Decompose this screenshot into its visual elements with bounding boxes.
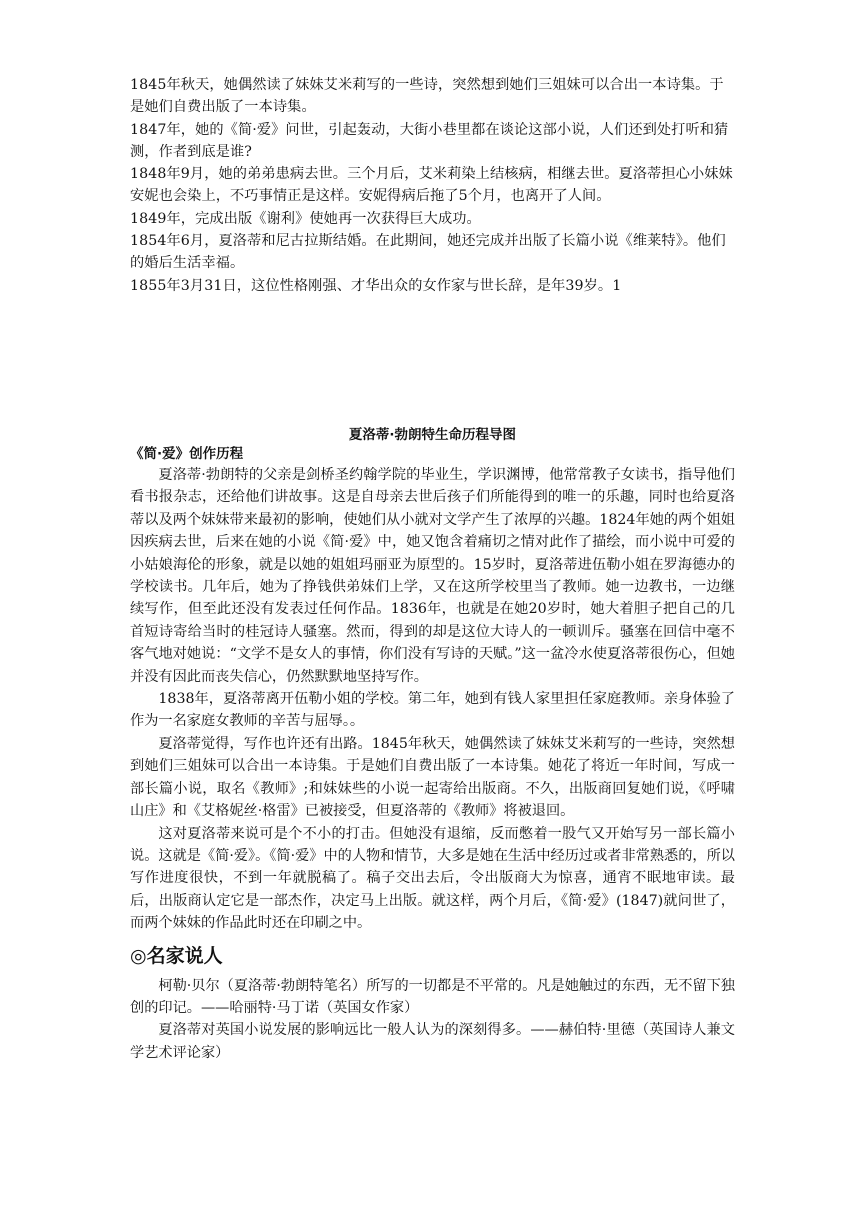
creation-paragraph: 夏洛蒂觉得，写作也许还有出路。1845年秋天，她偶然读了妹妹艾米莉写的一些诗，突然想到她们三姐妹可以合出一本诗集。于是她们自费出版了一本诗集。她花了将近一年时间，写成一部长篇小说，取名《教师》;和妹妹些的小说一起寄给出版商。不久，出版商回复她们说，《呼啸山庄》和《艾格妮丝·格雷》已被接受，但夏洛蒂的《教师》将被退回。 [130, 735, 735, 820]
timeline-block [130, 74, 735, 297]
creation-heading: 《简·爱》创作历程 [130, 446, 244, 462]
famous-quotes [130, 975, 735, 1065]
timeline-list [130, 74, 735, 297]
famous-heading: ◎名家说人 [130, 944, 223, 967]
quote-paragraph: 夏洛蒂对英国小说发展的影响远比一般人认为的深刻得多。——赫伯特·里德（英国诗人兼文学艺术评论家） [130, 1022, 735, 1061]
creation-paragraph: 夏洛蒂·勃朗特的父亲是剑桥圣约翰学院的毕业生，学识渊博，他常常教子女读书，指导他们看书报杂志，还给他们讲故事。这是自母亲去世后孩子们所能得到的唯一的乐趣，同时也给夏洛蒂以及两个妹妹带来最初的影响，使她们从小就对文学产生了浓厚的兴趣。1824年她的两个姐姐因疾病去世，后来在她的小说《简·爱》中，她又饱含着痛切之情对此作了描绘，而小说中可爱的小姑娘海伦的形象，就是以她的姐姐玛丽亚为原型的。15岁时，夏洛蒂进伍勒小姐在罗海德办的学校读书。几年后，她为了挣钱供弟妹们上学，又在这所学校里当了教师。她一边教书，一边继续写作，但至此还没有发表过任何作品。1836年，也就是在她20岁时，她大着胆子把自己的几首短诗寄给当时的桂冠诗人骚塞。然而，得到的却是这位大诗人的一顿训斥。骚塞在回信中毫不客气地对她说：“文学不是女人的事情，你们没有写诗的天赋。”这一盆冷水使夏洛蒂很伤心，但她并没有因此而丧失信心，仍然默默地坚持写作。 [130, 467, 735, 685]
quote-paragraph: 柯勒·贝尔（夏洛蒂·勃朗特笔名）所写的一切都是不平常的。凡是她触过的东西，无不留下独创的印记。——哈丽特·马丁诺（英国女作家） [130, 977, 735, 1016]
timeline-entry-1849: 1849年，完成出版《谢利》使她再一次获得巨大成功。 [130, 210, 481, 227]
section-title: 夏洛蒂·勃朗特生命历程导图 [348, 427, 517, 443]
timeline-entry-1848: 1848年9月，她的弟弟患病去世。三个月后，艾米莉染上结核病，相继去世。夏洛蒂担心小妹妹安妮也会染上，不巧事情正是这样。安妮得病后拖了5个月，也离开了人间。 [130, 166, 733, 205]
creation-paragraph: 这对夏洛蒂来说可是个不小的打击。但她没有退缩，反而憋着一股气又开始写另一部长篇小说。这就是《简·爱》。《简·爱》中的人物和情节，大多是她在生活中经历过或者非常熟悉的，所以写作进度很快，不到一年就脱稿了。稿子交出去后，令出版商大为惊喜，通宵不眠地审读。最后，出版商认定它是一部杰作，决定马上出版。就这样，两个月后，《简·爱》(1847)就问世了，而两个妹妹的作品此时还在印刷之中。 [130, 825, 735, 932]
timeline-entry-1847: 1847年，她的《简·爱》问世，引起轰动，大街小巷里都在谈论这部小说，人们还到处打听和猜测，作者到底是谁? [130, 121, 729, 160]
creation-paragraph: 1838年，夏洛蒂离开伍勒小姐的学校。第二年，她到有钱人家里担任家庭教师。亲身体验了作为一名家庭女教师的辛苦与屈辱。。 [130, 691, 735, 730]
timeline-entry-1845: 1845年秋天，她偶然读了妹妹艾米莉写的一些诗，突然想到她们三姐妹可以合出一本诗集。于是她们自费出版了一本诗集。 [130, 77, 724, 116]
article-block [130, 444, 735, 1064]
timeline-entry-1855: 1855年3月31日，这位性格刚强、才华出众的女作家与世长辞，是年39岁。1 [130, 277, 622, 294]
timeline-entry-1854: 1854年6月，夏洛蒂和尼古拉斯结婚。在此期间，她还完成并出版了长篇小说《维莱特》。他们的婚后生活幸福。 [130, 233, 726, 272]
creation-body [130, 464, 735, 935]
